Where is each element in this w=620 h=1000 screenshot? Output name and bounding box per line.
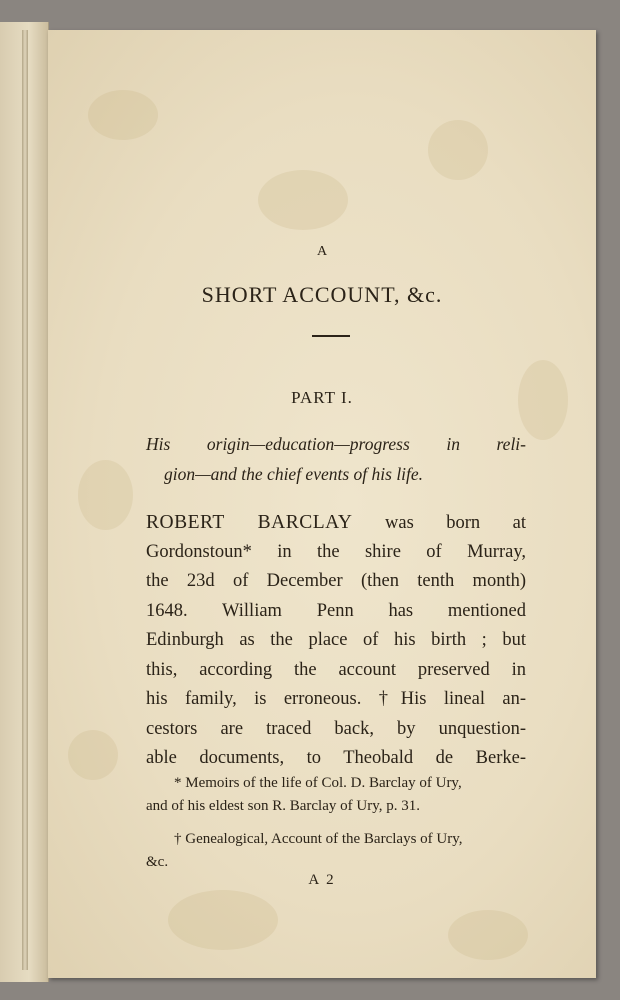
footnote-line: * Memoirs of the life of Col. D. Barclay of Ury, — [174, 775, 462, 791]
signature-mark: A 2 — [308, 872, 336, 888]
body-lead: ROBERT BARCLAY — [146, 512, 353, 533]
body-line: Gordonstoun* in the shire of Murray, — [146, 541, 526, 562]
title-rule — [312, 335, 350, 337]
body-line-1 — [146, 508, 526, 538]
body-line: Edinburgh as the place of his birth ; but — [146, 630, 526, 650]
summary-line: gion—and the chief events of his life. — [164, 463, 424, 484]
footnote-line: and of his eldest son R. Barclay of Ury, p. 31. — [146, 798, 420, 814]
summary-line: His origin—education—progress in reli- — [146, 434, 526, 454]
body-text — [146, 508, 526, 774]
page-title: SHORT ACCOUNT, &c. — [201, 282, 443, 307]
body-line: the 23d of December (then tenth month) — [146, 571, 526, 591]
body-line: this, according the account preserved in — [146, 659, 526, 680]
body-line: able documents, to Theobald de Berke- — [146, 748, 526, 768]
body-line: 1648. William Penn has mentioned — [146, 600, 526, 621]
book-gutter — [22, 30, 28, 970]
footnote-line: &c. — [146, 854, 169, 870]
title-ornament: A — [316, 244, 328, 259]
body-line-1-rest: was born at — [352, 513, 526, 533]
footnotes — [146, 772, 526, 874]
chapter-summary — [146, 430, 526, 489]
part-heading: PART I. — [291, 388, 353, 407]
body-line: his family, is erroneous. †His lineal an- — [146, 689, 526, 709]
book-page — [48, 30, 596, 978]
footnote-line: † Genealogical, Account of the Barclays of Ury, — [174, 831, 463, 847]
body-line: cestors are traced back, by unquestion- — [146, 718, 526, 739]
